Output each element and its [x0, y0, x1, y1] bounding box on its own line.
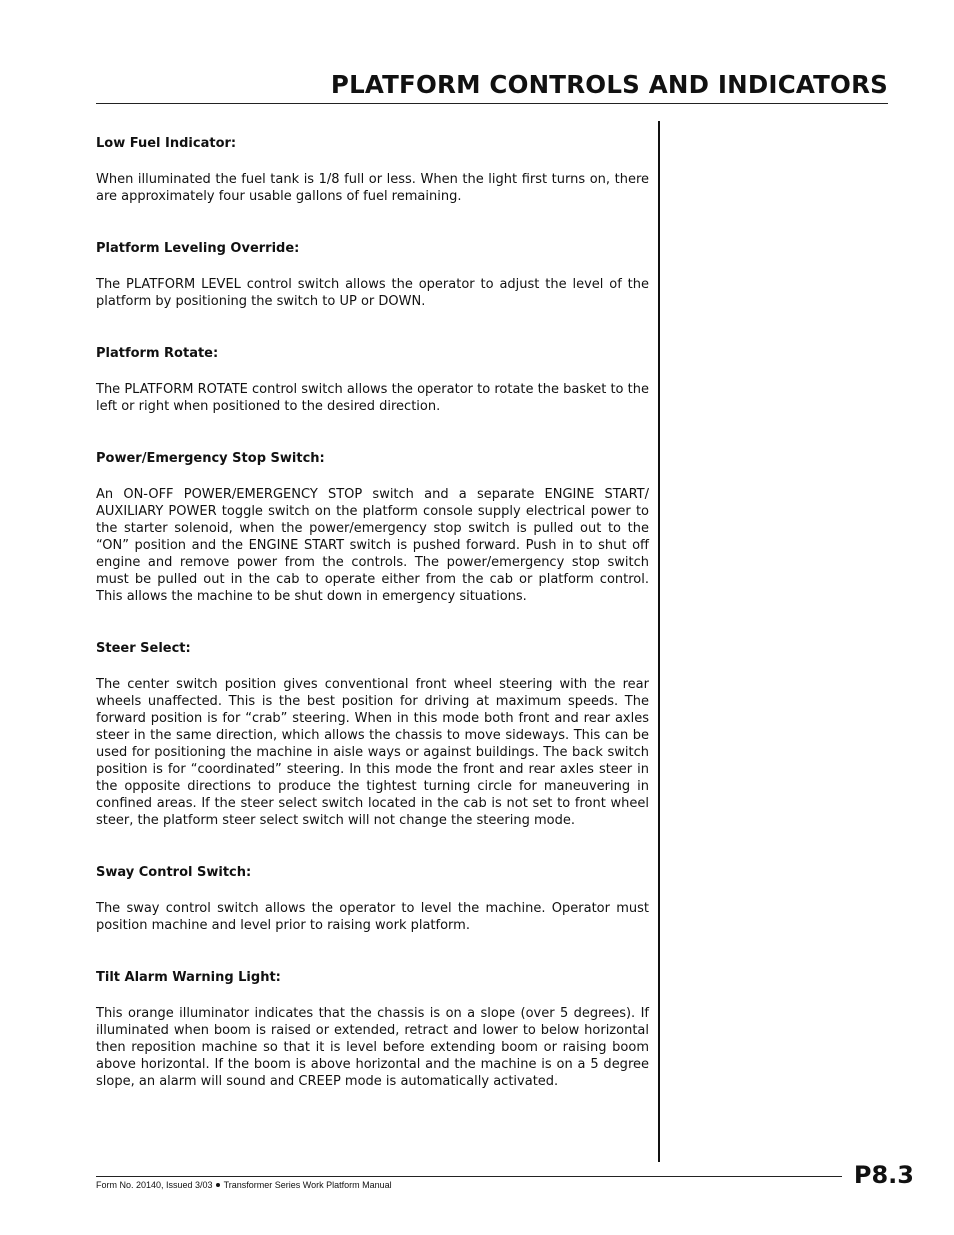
column-divider — [658, 121, 660, 1162]
section-heading: Tilt Alarm Warning Light: — [96, 970, 281, 985]
form-info: Form No. 20140, Issued 3/03 — [96, 1180, 213, 1190]
section-steer-select — [96, 639, 649, 829]
section-low-fuel-indicator — [96, 134, 649, 205]
section-heading: Sway Control Switch: — [96, 865, 252, 880]
section-body: An ON-OFF POWER/EMERGENCY STOP switch and a separate ENGINE START/ AUXILIARY POWER toggle switch on the platform console supply electrical power to the starter solenoid, when the power/emergency stop switch is pulled out to the “ON” position and the ENGINE START switch is pushed forward. Push in to shut off engine and remove power from the controls. The power/emergency stop switch must be pulled out in the cab to operate either from the cab or platform control. This allows the machine to be shut down in emergency situations. — [96, 487, 649, 604]
section-body: The PLATFORM ROTATE control switch allows the operator to rotate the basket to the left or right when positioned to the desired direction. — [96, 382, 649, 414]
section-power-emergency-stop — [96, 449, 649, 605]
main-content — [96, 134, 649, 1124]
section-body: The sway control switch allows the operator to level the machine. Operator must position machine and level prior to raising work platform. — [96, 901, 649, 933]
section-body: When illuminated the fuel tank is 1/8 full or less. When the light first turns on, there are approximately four usable gallons of fuel remaining. — [96, 172, 649, 204]
section-heading: Power/Emergency Stop Switch: — [96, 451, 325, 466]
section-body: The PLATFORM LEVEL control switch allows the operator to adjust the level of the platform by positioning the switch to UP or DOWN. — [96, 277, 649, 309]
section-tilt-alarm-warning-light — [96, 968, 649, 1090]
section-body: This orange illuminator indicates that the chassis is on a slope (over 5 degrees). If illuminated when boom is raised or extended, retract and lower to below horizontal then reposition machine so that it is level before extending boom or raising boom above horizontal. If the boom is above horizontal and the machine is on a 5 degree slope, an alarm will sound and CREEP mode is automatically activated. — [96, 1006, 649, 1089]
section-platform-leveling-override — [96, 239, 649, 310]
section-body: The center switch position gives conventional front wheel steering with the rear wheels unaffected. This is the best position for driving at maximum speeds. The forward position is for “crab” steering. When in this mode both front and rear axles steer in the same direction, which allows the chassis to move sideways. This can be used for positioning the machine in aisle ways or against buildings. The back switch position is for “coordinated” steering. In this mode the front and rear axles steer in the opposite directions to produce the tightest turning circle for maneuvering in confined areas. If the steer select switch located in the cab is not set to front wheel steer, the platform steer select switch will not change the steering mode. — [96, 677, 649, 828]
footer-info — [96, 1180, 392, 1190]
page-title: PLATFORM CONTROLS AND INDICATORS — [330, 70, 888, 99]
section-heading: Low Fuel Indicator: — [96, 136, 237, 151]
section-heading: Platform Leveling Override: — [96, 241, 300, 256]
section-sway-control-switch — [96, 863, 649, 934]
section-heading: Steer Select: — [96, 641, 191, 656]
section-heading: Platform Rotate: — [96, 346, 219, 361]
footer-divider — [96, 1176, 842, 1177]
section-platform-rotate — [96, 344, 649, 415]
title-divider — [96, 103, 888, 104]
manual-name: Transformer Series Work Platform Manual — [223, 1180, 392, 1190]
page-number: P8.3 — [853, 1161, 914, 1189]
bullet-icon — [216, 1183, 220, 1187]
